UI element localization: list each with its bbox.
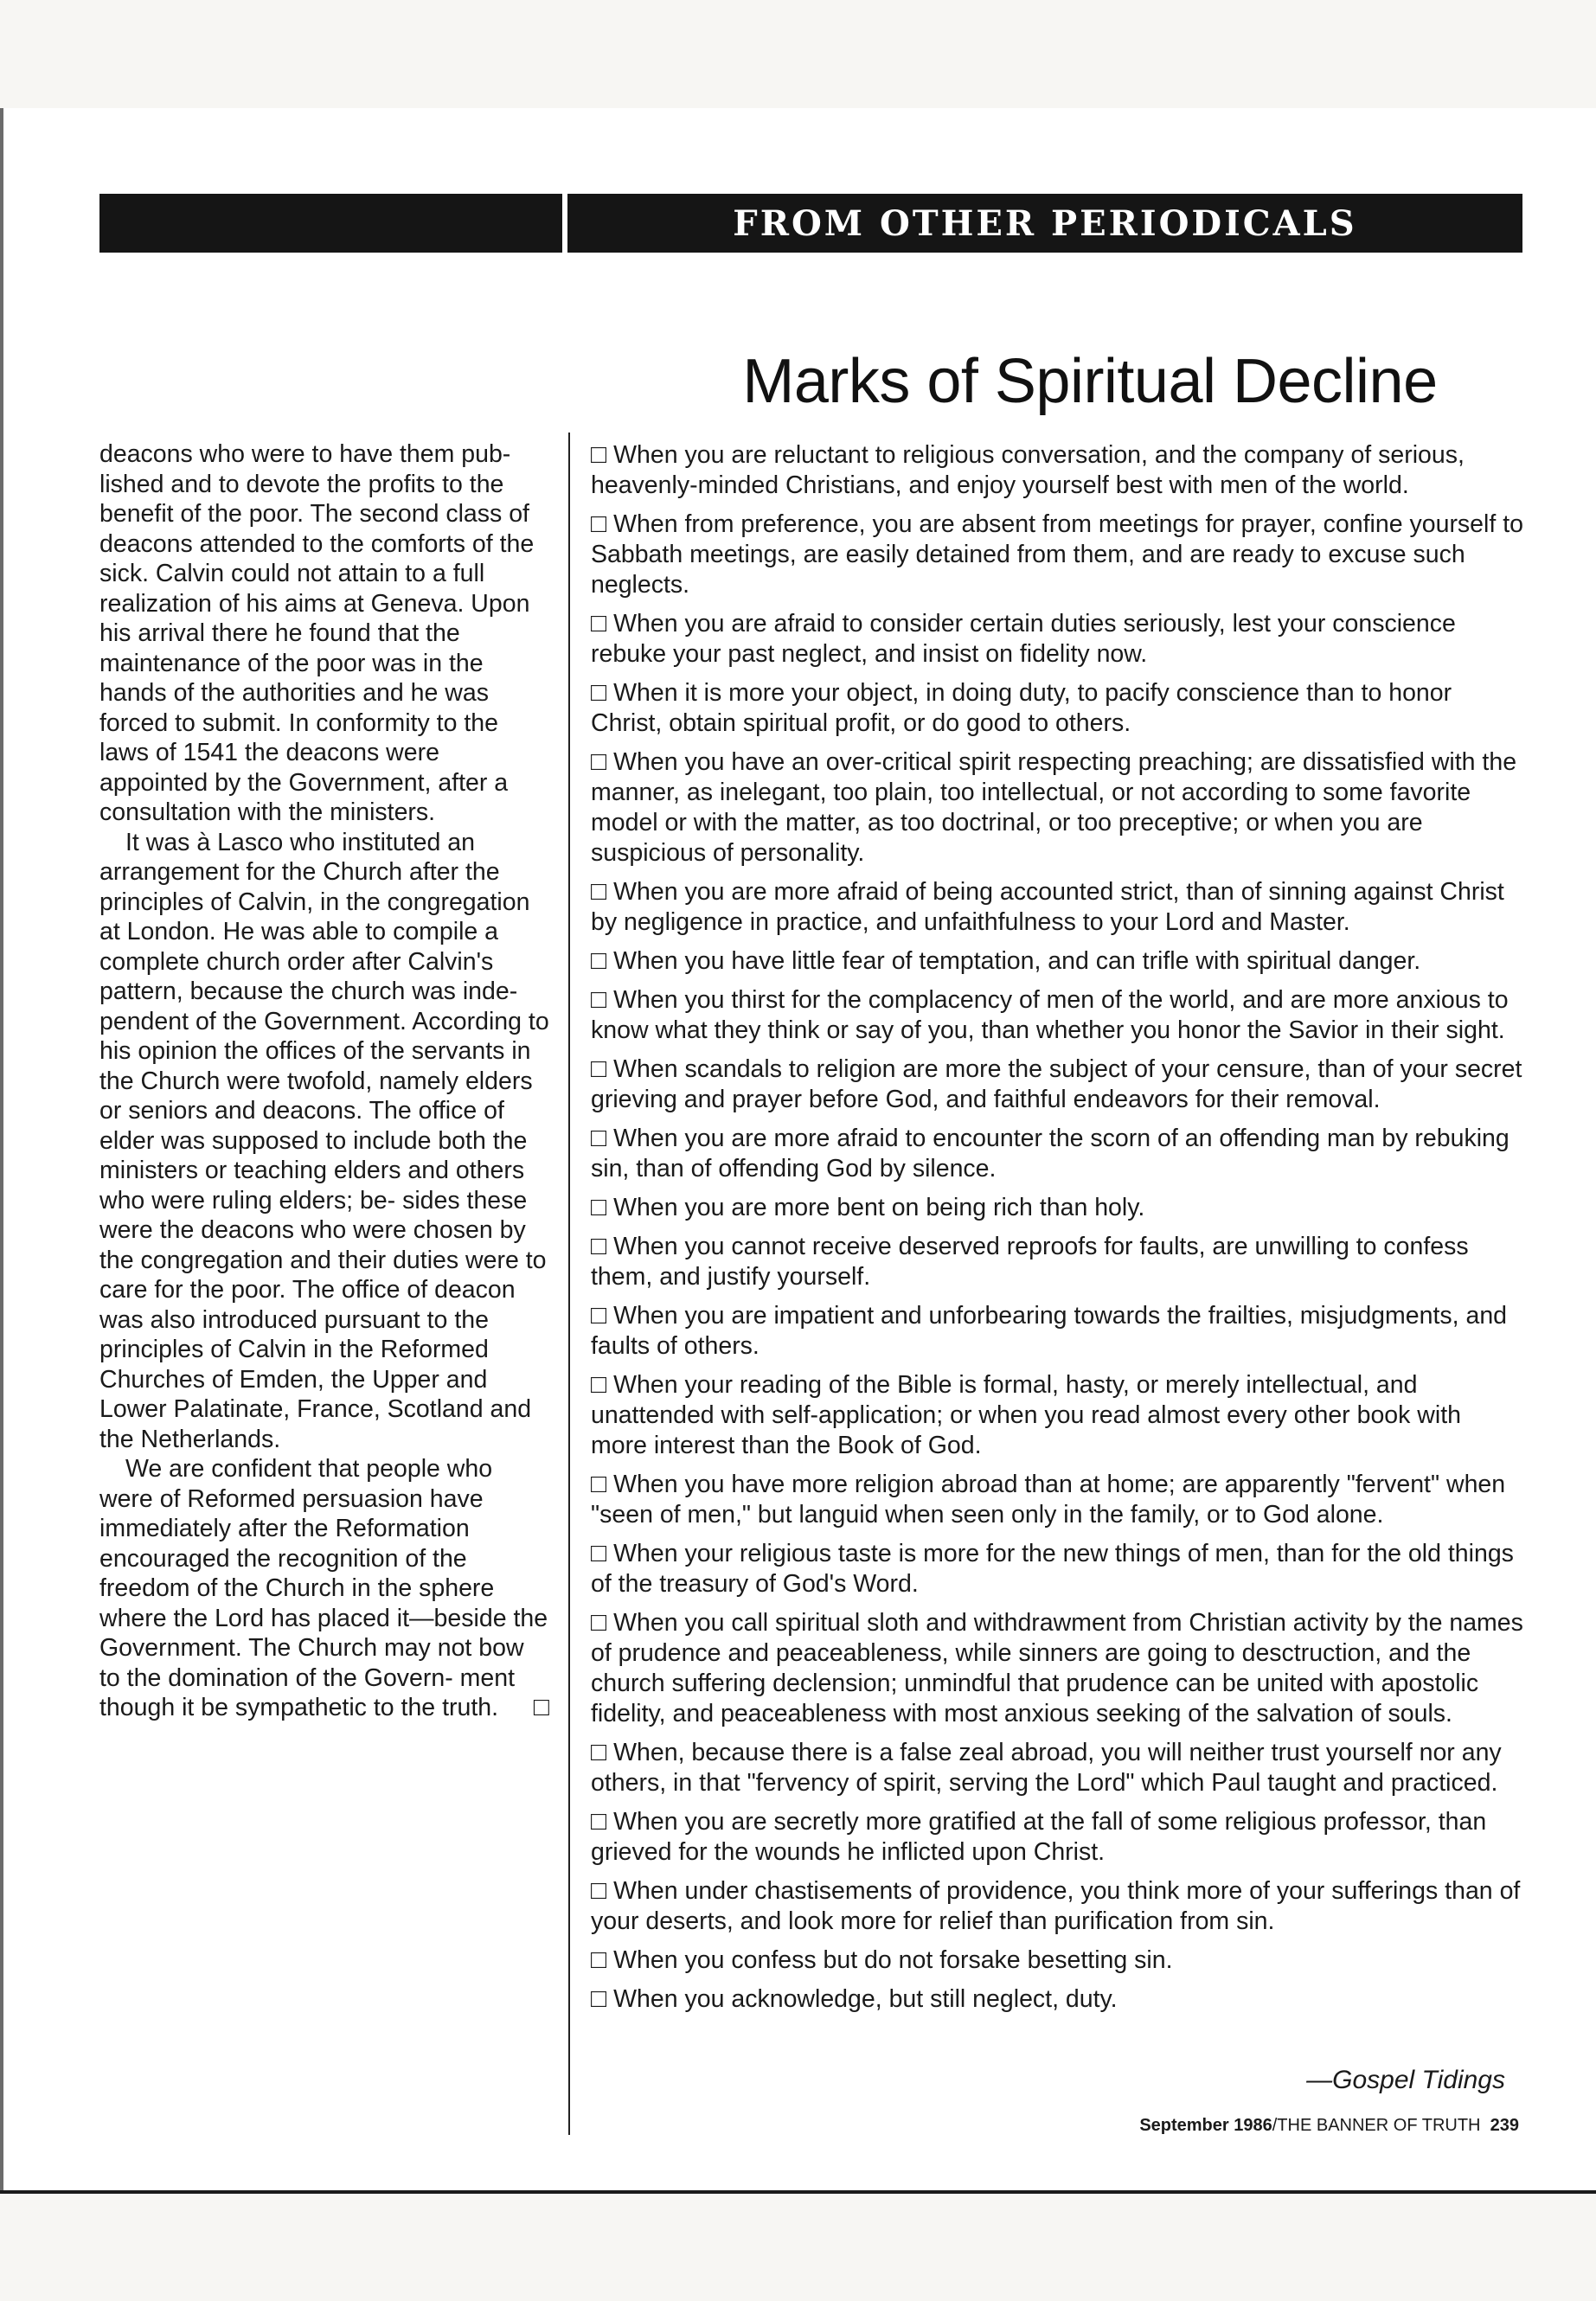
mark-item — [591, 1984, 1523, 2015]
mark-item — [591, 747, 1523, 868]
footer-date: September 1986 — [1139, 2116, 1272, 2135]
mark-item — [591, 1231, 1523, 1292]
checkbox-icon: □ — [591, 1945, 607, 1974]
mark-text: When you acknowledge, but still neglect, duty. — [613, 1985, 1118, 2013]
mark-item — [591, 677, 1523, 739]
left-paragraph: It was à Lasco who instituted an arrangement for the Church after the principles of Calvin, in the congregation at London. He was able to compile a complete church order after Calvin's pattern, because the church was inde- pendent of the Government. According to his opinion the offices of the servants in the Church were twofold, namely elders or seniors and deacons. The office of elder was supposed to include both the ministers or teaching elders and others who were ruling elders; be- sides these were the deacons who were chosen by the congregation and their duties were to care for the poor. The office of deacon was also introduced pursuant to the principles of Calvin in the Reformed Churches of Emden, the Upper and Lower Palatinate, France, Scotland and the Netherlands. — [99, 828, 549, 1453]
attribution: —Gospel Tidings — [1306, 2066, 1505, 2094]
mark-text: When you are more bent on being rich than holy. — [613, 1194, 1145, 1221]
mark-text: When you are more afraid of being accounted strict, than of sinning against Christ by negligence in practice, and unfaithfulness to your Lord and Master. — [591, 878, 1504, 936]
left-column — [99, 439, 549, 1723]
mark-text: When you are impatient and unforbearing towards the frailties, misjudgments, and faults of others. — [591, 1302, 1508, 1360]
checkbox-icon: □ — [591, 1608, 607, 1637]
checkbox-icon: □ — [591, 1124, 607, 1152]
mark-text: When you cannot receive deserved reproofs for faults, are unwilling to confess them, and justify yourself. — [591, 1233, 1469, 1291]
mark-item — [591, 509, 1523, 600]
checkbox-icon: □ — [591, 1539, 607, 1567]
mark-item — [591, 945, 1523, 977]
mark-text: When you thirst for the complacency of men of the world, and are more anxious to know what they think or say of you, than whether you honor the Savior in their sight. — [591, 986, 1509, 1044]
mark-item — [591, 1875, 1523, 1937]
checkbox-icon: □ — [591, 1876, 607, 1905]
mark-text: When you are secretly more gratified at the fall of some religious professor, than grieved for the wounds he inflicted upon Christ. — [591, 1808, 1487, 1866]
checkbox-icon: □ — [591, 1470, 607, 1498]
left-paragraph: deacons who were to have them pub- lished and to devote the profits to the benefit of the poor. The second class of deacons attended to the comforts of the sick. Calvin could not attain to a full realization of his aims at Geneva. Upon his arrival there he found that the maintenance of the poor was in the hands of the authorities and he was forced to submit. In conformity to the laws of 1541 the deacons were appointed by the Government, after a consultation with the ministers. — [99, 440, 535, 826]
footer-publication: THE BANNER OF TRUTH — [1277, 2116, 1481, 2135]
checkbox-icon: □ — [591, 985, 607, 1014]
page-footer — [952, 2116, 1519, 2136]
mark-item — [591, 439, 1523, 501]
section-banner-bar — [99, 194, 562, 253]
checkbox-icon: □ — [591, 510, 607, 538]
checkbox-icon: □ — [591, 946, 607, 975]
checkbox-icon: □ — [591, 1370, 607, 1399]
mark-text: When from preference, you are absent from meetings for prayer, confine yourself to Sabbath meetings, are easily detained from them, and are ready to excuse such neglects. — [591, 510, 1523, 599]
mark-item — [591, 1469, 1523, 1530]
mark-text: When you call spiritual sloth and withdrawment from Christian activity by the names of prudence and peaceableness, while sinners are going to desctruction, and the church suffering declension; unmindful that prudence can be united with apostolic fidelity, and peaceableness with most anxious seeking of the salvation of souls. — [591, 1609, 1523, 1727]
mark-item — [591, 1369, 1523, 1461]
mark-text: When you are more afraid to encounter the scorn of an offending man by rebuking sin, than of offending God by silence. — [591, 1125, 1509, 1183]
mark-item — [591, 984, 1523, 1046]
checkbox-icon: □ — [591, 609, 607, 638]
mark-item — [591, 1192, 1523, 1223]
end-mark-icon: □ — [533, 1693, 549, 1721]
checkbox-icon: □ — [591, 1193, 607, 1221]
mark-text: When it is more your object, in doing duty, to pacify conscience than to honor Christ, obtain spiritual profit, or do good to others. — [591, 679, 1452, 737]
mark-item — [591, 1300, 1523, 1362]
page-bottom-edge — [0, 2190, 1596, 2194]
checkbox-icon: □ — [591, 440, 607, 469]
mark-text: When, because there is a false zeal abroad, you will neither trust yourself nor any others, in that "fervency of spirit, serving the Lord" which Paul taught and practiced. — [591, 1739, 1502, 1797]
section-banner — [567, 194, 1522, 253]
checkbox-icon: □ — [591, 678, 607, 707]
left-paragraph-text: We are confident that people who were of Reformed persuasion have immediately after the Reformation encouraged the recognition of the freedom of the Church in the sphere where the Lord has placed it—beside the Government. The Church may not bow to the domination of the Govern- ment though it be sympathetic to the truth. — [99, 1455, 548, 1721]
checkbox-icon: □ — [591, 877, 607, 906]
left-paragraph — [99, 1454, 549, 1723]
mark-text: When scandals to religion are more the subject of your censure, than of your secret grieving and prayer before God, and faithful endeavors for their removal. — [591, 1055, 1522, 1113]
mark-text: When you have an over-critical spirit respecting preaching; are dissatisfied with the manner, as inelegant, too plain, too intellectual, or not according to some favorite model or with the matter, as too doctrinal, or too preceptive; or when you are suspicious of personality. — [591, 748, 1517, 867]
mark-item — [591, 1538, 1523, 1599]
mark-item — [591, 1737, 1523, 1798]
page-number: 239 — [1490, 2116, 1519, 2135]
column-divider — [568, 433, 570, 2135]
mark-text: When under chastisements of providence, you think more of your sufferings than of your deserts, and look more for relief than purification from sin. — [591, 1877, 1521, 1935]
article-title: Marks of Spiritual Decline — [742, 347, 1438, 416]
checkbox-icon: □ — [591, 1984, 607, 2013]
mark-text: When your religious taste is more for the new things of men, than for the old things of the treasury of God's Word. — [591, 1540, 1514, 1598]
mark-item — [591, 1945, 1523, 1976]
mark-text: When you have little fear of temptation, and can trifle with spiritual danger. — [613, 947, 1421, 975]
page-edge — [0, 108, 3, 2193]
mark-item — [591, 1607, 1523, 1729]
footer-separator: / — [1272, 2116, 1278, 2135]
mark-item — [591, 608, 1523, 670]
mark-item — [591, 1806, 1523, 1868]
checkbox-icon: □ — [591, 1301, 607, 1330]
mark-item — [591, 1054, 1523, 1115]
section-title: FROM OTHER PERIODICALS — [733, 202, 1357, 244]
mark-text: When you are reluctant to religious conversation, and the company of serious, heavenly-minded Christians, and enjoy yourself best with men of the world. — [591, 441, 1465, 499]
mark-text: When you confess but do not forsake besetting sin. — [613, 1946, 1173, 1974]
mark-text: When you are afraid to consider certain duties seriously, lest your conscience rebuke your past neglect, and insist on fidelity now. — [591, 610, 1456, 668]
mark-text: When your reading of the Bible is formal, hasty, or merely intellectual, and unattended with self-application; or when you read almost every other book with more interest than the Book of God. — [591, 1371, 1461, 1459]
checkbox-icon: □ — [591, 747, 607, 776]
checkbox-icon: □ — [591, 1738, 607, 1766]
checkbox-icon: □ — [591, 1807, 607, 1836]
mark-item — [591, 876, 1523, 938]
mark-item — [591, 1123, 1523, 1184]
mark-text: When you have more religion abroad than at home; are apparently "fervent" when "seen of men," but languid when seen only in the family, or to God alone. — [591, 1471, 1506, 1529]
marks-list — [591, 439, 1523, 2022]
checkbox-icon: □ — [591, 1054, 607, 1083]
checkbox-icon: □ — [591, 1232, 607, 1260]
